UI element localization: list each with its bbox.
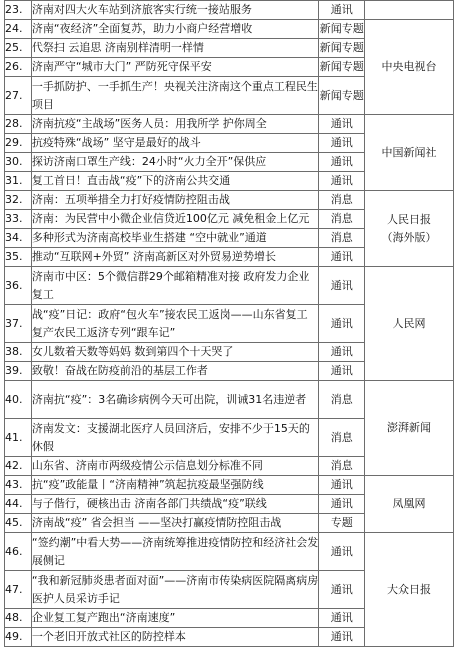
row-number: 25. [5, 39, 32, 58]
source-people-cn [365, 267, 454, 381]
article-type: 通讯 [319, 476, 365, 495]
article-type: 通讯 [319, 495, 365, 514]
article-title: 济南抗“疫”：3名确诊病例今天可出院，训诫31名违逆者 [31, 381, 319, 419]
article-type: 消息 [319, 210, 365, 229]
article-type: 消息 [319, 191, 365, 210]
row-number: 23. [5, 1, 32, 20]
article-title: 抗疫特殊“战场” 坚守是最好的战斗 [31, 134, 319, 153]
article-type: 消息 [319, 419, 365, 457]
source-subname: （海外版） [381, 230, 437, 244]
article-title: 推动“互联网+外贸” 济南高新区对外贸易逆势增长 [31, 248, 319, 267]
row-number: 39. [5, 362, 32, 381]
row-number: 45. [5, 514, 32, 533]
source-name: 中国新闻社 [381, 145, 437, 159]
row-number: 48. [5, 609, 32, 628]
row-number: 33. [5, 210, 32, 229]
article-title: 济南：五项举措全力打好疫情防控阻击战 [31, 191, 319, 210]
row-number: 30. [5, 153, 32, 172]
article-type: 通讯 [319, 115, 365, 134]
row-number: 29. [5, 134, 32, 153]
article-type: 通讯 [319, 533, 365, 571]
table-row [5, 20, 454, 39]
row-number: 44. [5, 495, 32, 514]
article-type: 通讯 [319, 172, 365, 191]
article-title: 抗“疫”政能量丨“济南精神”筑起抗疫最坚强防线 [31, 476, 319, 495]
article-title: 致敬！奋战在防疫前沿的基层工作者 [31, 362, 319, 381]
row-number: 32. [5, 191, 32, 210]
row-number: 41. [5, 419, 32, 457]
source-peoples-daily [365, 191, 454, 267]
row-number: 38. [5, 343, 32, 362]
article-type: 通讯 [319, 134, 365, 153]
article-type: 通讯 [319, 248, 365, 267]
row-number: 49. [5, 628, 32, 647]
article-title: 济南市中区：5个微信群29个邮箱精准对接 政府发力企业复工 [31, 267, 319, 305]
article-type: 新闻专题 [319, 58, 365, 77]
article-type: 通讯 [319, 153, 365, 172]
article-type: 通讯 [319, 343, 365, 362]
article-type: 新闻专题 [319, 39, 365, 58]
article-title: 山东省、济南市两级疫情公示信息划分标准不同 [31, 457, 319, 476]
article-title: “签约潮”中看大势——济南统筹推进疫情防控和经济社会发展侧记 [31, 533, 319, 571]
article-type: 通讯 [319, 1, 365, 20]
article-title: 多种形式为济南高校毕业生搭建 “空中就业”通道 [31, 229, 319, 248]
row-number: 31. [5, 172, 32, 191]
article-title: 济南“夜经济”全面复苏，助力小商户经营增收 [31, 20, 319, 39]
article-title: 与子偕行，硬核出击 济南各部门共绩战“疫”联线 [31, 495, 319, 514]
article-title: 探访济南口罩生产线：24小时“火力全开”保供应 [31, 153, 319, 172]
table-row [5, 476, 454, 495]
source-thepaper [365, 381, 454, 476]
article-type: 通讯 [319, 628, 365, 647]
article-title: 企业复工复产跑出“济南速度” [31, 609, 319, 628]
table-row [5, 1, 454, 20]
row-number: 47. [5, 571, 32, 609]
article-type: 通讯 [319, 267, 365, 305]
row-number: 37. [5, 305, 32, 343]
table-row [5, 267, 454, 305]
row-number: 42. [5, 457, 32, 476]
article-type: 消息 [319, 381, 365, 419]
source-cell-empty [365, 1, 454, 20]
row-number: 34. [5, 229, 32, 248]
article-title: 济南严守“城市大门” 严防死守保平安 [31, 58, 319, 77]
table-row [5, 533, 454, 571]
article-type: 新闻专题 [319, 20, 365, 39]
article-title: 代祭扫 云追思 济南别样清明一样情 [31, 39, 319, 58]
source-name: 中央电视台 [381, 60, 437, 73]
article-title: 济南战“疫” 省会担当 ——坚决打赢疫情防控阻击战 [31, 514, 319, 533]
row-number: 24. [5, 20, 32, 39]
row-number: 35. [5, 248, 32, 267]
table-row [5, 191, 454, 210]
article-title: 济南发文：支援湖北医疗人员回济后，安排不少于15天的休假 [31, 419, 319, 457]
table-row [5, 381, 454, 419]
article-title: 复工首日！直击战“疫”下的济南公共交通 [31, 172, 319, 191]
article-title: 一手抓防护、一手抓生产！央视关注济南这个重点工程民生项目 [31, 77, 319, 115]
news-table [4, 0, 454, 647]
source-name: 凤凰网 [392, 497, 426, 510]
article-type: 通讯 [319, 362, 365, 381]
article-title: 济南抗疫“主战场”医务人员：用我所学 护你周全 [31, 115, 319, 134]
article-type: 新闻专题 [319, 77, 365, 115]
row-number: 46. [5, 533, 32, 571]
article-title: 女儿数着天数等妈妈 数到第四个十天哭了 [31, 343, 319, 362]
article-title: 济南：为民营中小微企业信贷近100亿元 减免租金上亿元 [31, 210, 319, 229]
row-number: 27. [5, 77, 32, 115]
article-type: 消息 [319, 229, 365, 248]
source-ifeng [365, 476, 454, 533]
row-number: 28. [5, 115, 32, 134]
table-row [5, 115, 454, 134]
source-cctv [365, 20, 454, 115]
article-title: 战“疫”日记：政府“包火车”接农民工返岗——山东省复工复产农民工返济专列“跟车记” [31, 305, 319, 343]
source-name: 澎湃新闻 [387, 421, 431, 434]
article-title: 济南对四大火车站到济旅客实行统一接站服务 [31, 1, 319, 20]
article-type: 通讯 [319, 609, 365, 628]
source-name: 人民日报 [387, 212, 431, 226]
source-chinanews [365, 115, 454, 191]
article-type: 通讯 [319, 571, 365, 609]
row-number: 36. [5, 267, 32, 305]
article-title: “我和新冠肺炎患者面对面”——济南市传染病医院隔离病房医护人员采访手记 [31, 571, 319, 609]
article-type: 专题 [319, 514, 365, 533]
row-number: 43. [5, 476, 32, 495]
source-dazhong-daily [365, 533, 454, 647]
row-number: 26. [5, 58, 32, 77]
article-title: 一个老旧开放式社区的防控样本 [31, 628, 319, 647]
row-number: 40. [5, 381, 32, 419]
article-type: 通讯 [319, 305, 365, 343]
article-type: 消息 [319, 457, 365, 476]
source-name: 人民网 [392, 316, 426, 330]
source-name: 大众日报 [387, 582, 431, 596]
